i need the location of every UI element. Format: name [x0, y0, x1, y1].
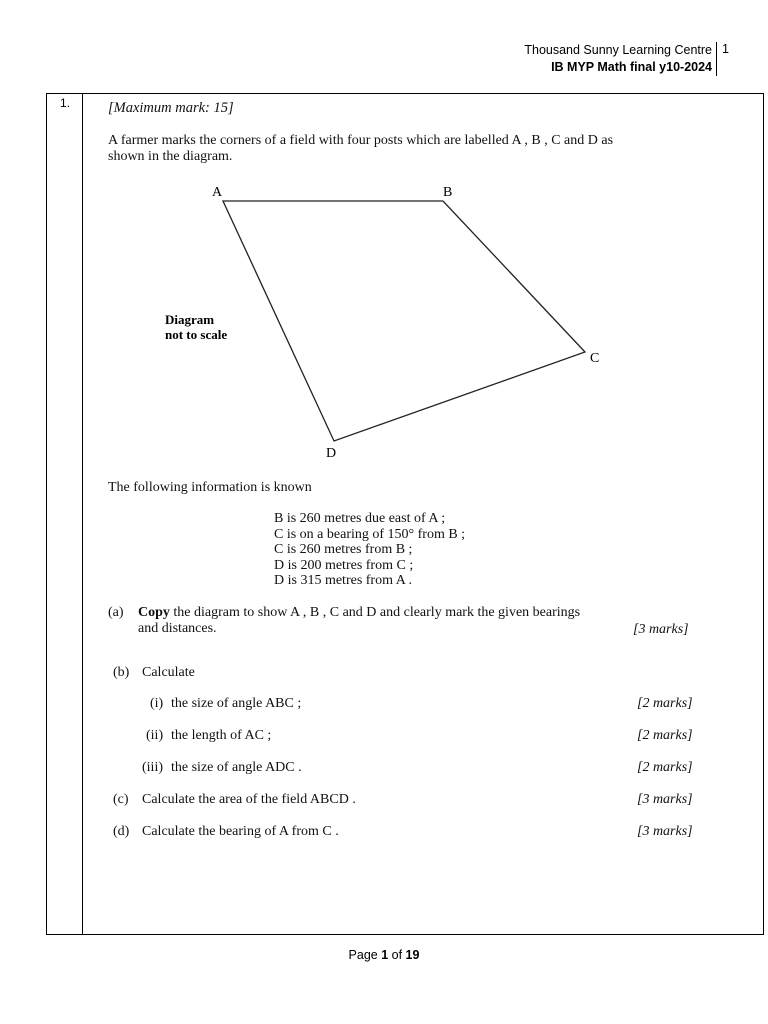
part-a-label: (a)	[108, 605, 124, 620]
vertex-label-d: D	[326, 446, 337, 461]
header-page-number: 1	[722, 42, 729, 56]
vertex-label-b: B	[443, 185, 453, 200]
part-b-ii-marks: [2 marks]	[637, 728, 693, 743]
footer-prefix: Page	[348, 948, 382, 962]
part-c-label: (c)	[113, 792, 129, 807]
part-b-iii-label: (iii)	[142, 760, 163, 775]
vertex-label-c: C	[590, 351, 600, 366]
part-b-iii-text: the size of angle ADC .	[171, 760, 302, 775]
known-heading: The following information is known	[108, 480, 312, 495]
footer-current-page: 1	[381, 948, 389, 962]
part-b-i-marks: [2 marks]	[637, 696, 693, 711]
part-b-i-label: (i)	[150, 696, 164, 711]
fact-item: B is 260 metres due east of A ;	[274, 511, 446, 526]
diagram-note-line2: not to scale	[165, 327, 228, 342]
part-a-marks: [3 marks]	[633, 622, 689, 637]
part-c-marks: [3 marks]	[637, 792, 693, 807]
part-d-marks: [3 marks]	[637, 824, 693, 839]
fact-item: C is 260 metres from B ;	[274, 542, 413, 558]
course-title: IB MYP Math final y10-2024	[551, 60, 712, 74]
question-intro: A farmer marks the corners of a field with four posts which are labelled A , B , C and D as shown in the diagram.	[108, 133, 614, 164]
fact-item: D is 315 metres from A .	[274, 573, 413, 589]
page-footer	[0, 948, 768, 962]
part-b-text: Calculate	[142, 665, 195, 680]
max-mark: [Maximum mark: 15]	[108, 100, 234, 116]
question-number: 1.	[60, 96, 71, 110]
part-d-label: (d)	[113, 824, 130, 839]
part-a-bold-verb: Copy	[138, 605, 170, 620]
part-b-label: (b)	[113, 665, 130, 680]
footer-middle: of	[388, 948, 406, 962]
centre-name: Thousand Sunny Learning Centre	[524, 43, 712, 57]
part-d-text: Calculate the bearing of A from C .	[142, 824, 339, 839]
part-c-text: Calculate the area of the field ABCD .	[142, 792, 356, 807]
part-b-ii-text: the length of AC ;	[171, 728, 272, 743]
part-b-iii-marks: [2 marks]	[637, 760, 693, 775]
part-a-text: the diagram to show A , B , C and D and clearly mark the given bearings and distances.	[138, 605, 581, 636]
fact-item: D is 200 metres from C ;	[274, 557, 414, 573]
known-facts-list	[274, 511, 465, 589]
diagram-note-line1: Diagram	[165, 312, 215, 327]
footer-total-pages: 19	[405, 948, 420, 962]
part-b-ii-label: (ii)	[146, 728, 164, 743]
vertex-label-a: A	[212, 185, 223, 200]
part-a	[108, 605, 698, 637]
part-b-i-text: the size of angle ABC ;	[171, 696, 302, 711]
fact-item: C is on a bearing of 150° from B ;	[274, 526, 466, 542]
field-quadrilateral	[223, 201, 585, 441]
